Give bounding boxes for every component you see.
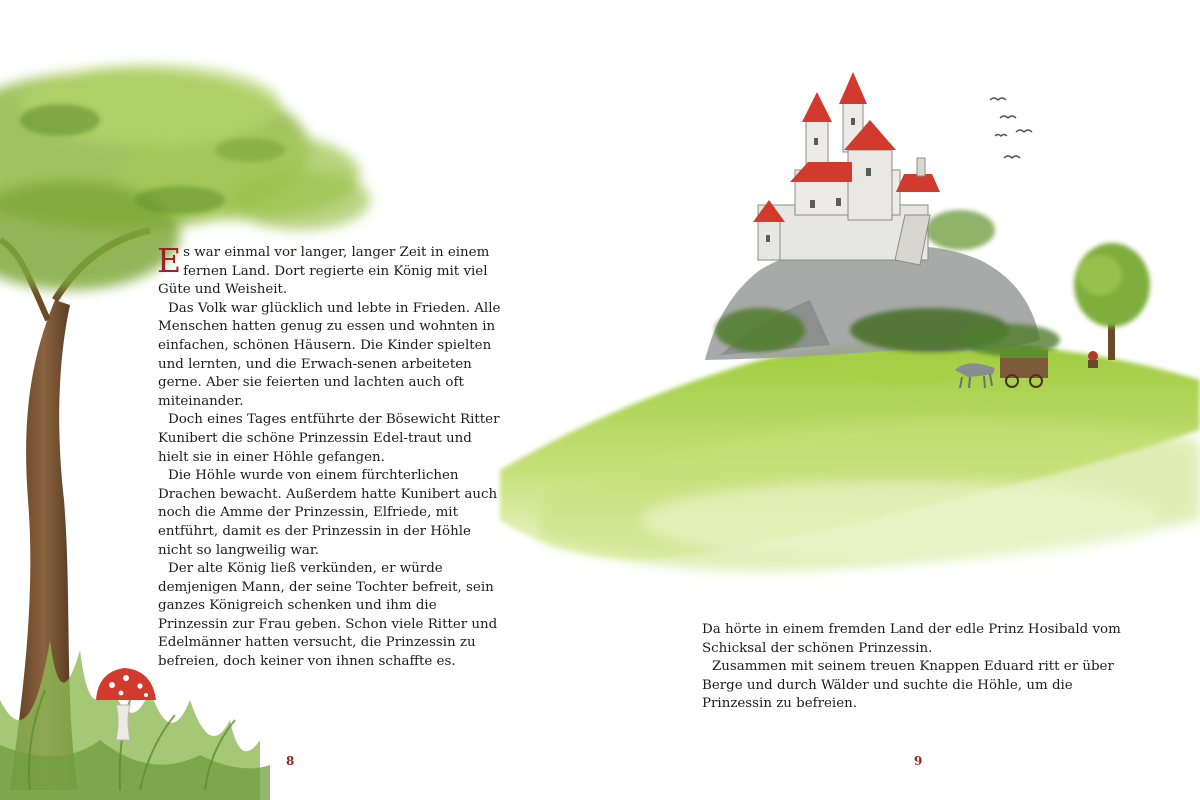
paragraph-6: Da hörte in einem fremden Land der edle Prinz Hosibald vom Schicksal der schönen Prinzessin.	[702, 622, 1121, 656]
small-tree-illustration	[1074, 243, 1150, 360]
paragraph-5: Der alte König ließ verkünden, er würde demjenigen Mann, der seine Tochter befreit, sein ganzes Königreich schenken und ihm die Prinzessin zur Frau geben. Schon viele Ritter und Edelmänner hatten versucht, die Prinzessin zu befreien, doch keiner von ihnen schaffte es.	[158, 561, 498, 670]
page-number-right: 9	[914, 754, 923, 768]
page-number-left: 8	[286, 754, 295, 768]
paragraph-2: Das Volk war glücklich und lebte in Frieden. Alle Menschen hatten genug zu essen und wohnten in einfachen, schönen Häusern. Die Kinder spielten und lernten, und die Erwach-senen arbeiteten gerne. Aber sie feierten und lachten auch oft miteinander.	[158, 300, 501, 409]
right-page-text	[702, 621, 1142, 714]
drop-cap-letter: E	[157, 241, 182, 280]
castle-illustration	[705, 72, 1060, 360]
birds-illustration	[990, 98, 1032, 158]
paragraph-1-text: s war einmal vor langer, langer Zeit in einem fernen Land. Dort regierte ein König mit viel Güte und Weisheit.	[158, 245, 490, 298]
paragraph-7: Zusammen mit seinem treuen Knappen Eduard ritt er über Berge und durch Wälder und suchte die Höhle, um die Prinzessin zu befreien.	[702, 659, 1114, 712]
paragraph-3: Doch eines Tages entführte der Bösewicht Ritter Kunibert die schöne Prinzessin Edel-traut und hielt sie in einer Höhle gefangen.	[158, 412, 500, 465]
paragraph-1	[157, 241, 503, 300]
left-page-text	[157, 241, 503, 672]
paragraph-4: Die Höhle wurde von einem fürchterlichen Drachen bewacht. Außerdem hatte Kunibert auch noch die Amme der Prinzessin, Elfriede, mit entführt, damit es der Prinzessin in der Höhle nicht so langweilig war.	[158, 468, 498, 558]
